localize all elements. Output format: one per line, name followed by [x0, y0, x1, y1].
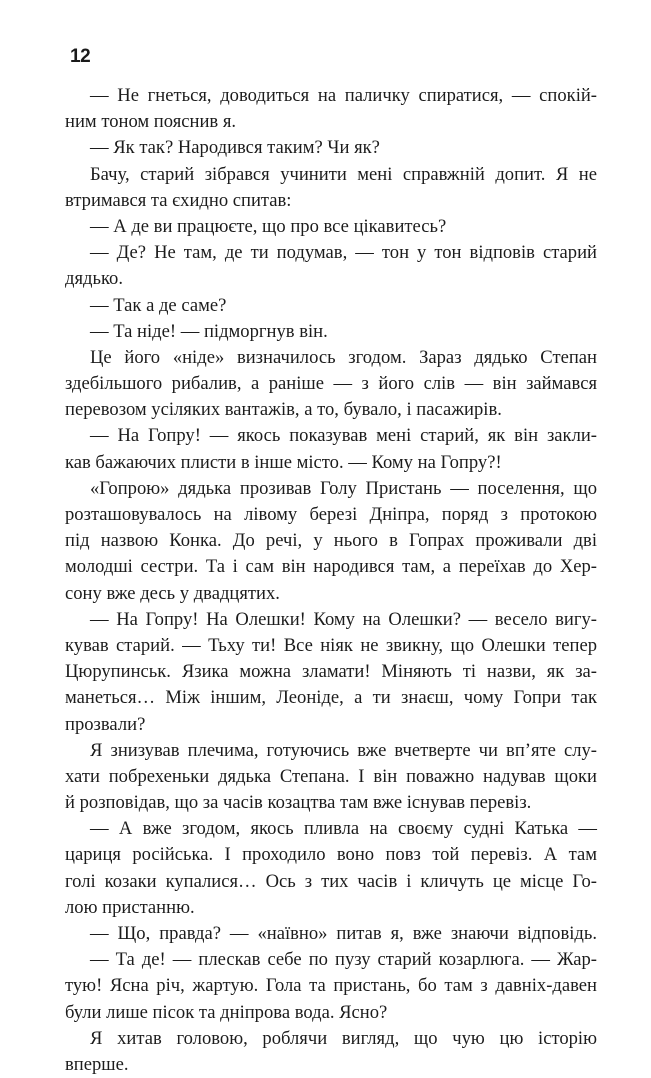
text-line: тую! Ясна річ, жартую. Гола та пристань, бо там з давніх-давен — [65, 975, 597, 997]
text-line: — А де ви працюєте, що про все цікавитесь? — [90, 215, 447, 237]
text-line: лою пристанню. — [65, 896, 195, 918]
page-number: 12 — [70, 46, 91, 67]
text-line: сону вже десь у двадцятих. — [65, 582, 280, 604]
text-line: дядько. — [65, 268, 123, 290]
text-line: Бачу, старий зібрався учинити мені справжній допит. Я не — [90, 163, 597, 185]
text-line: — На Гопру! — якось показував мені старий, як він закли- — [90, 425, 597, 447]
text-line: Я хитав головою, роблячи вигляд, що чую цю історію — [90, 1027, 597, 1049]
text-line: голі козаки купалися… Ось з тих часів і кличуть це місце Го- — [65, 870, 597, 892]
text-line: були лише пісок та дніпрова вода. Ясно? — [65, 1001, 388, 1023]
text-line: й розповідав, що за часів козацтва там вже існував перевіз. — [65, 792, 532, 814]
text-line: вперше. — [65, 1053, 129, 1075]
text-line: — На Гопру! На Олешки! Кому на Олешки? — весело вигу- — [90, 608, 597, 630]
text-line: під назвою Конка. До речі, у нього в Гопрах проживали дві — [65, 530, 597, 552]
text-line: — Та ніде! — підморгнув він. — [90, 320, 328, 342]
text-line: прозвали? — [65, 713, 146, 735]
text-line: манеться… Між іншим, Леоніде, а ти знаєш, чому Гопри так — [65, 687, 597, 709]
text-line: — А вже згодом, якось пливла на своєму судні Катька — — [90, 818, 597, 840]
text-line: — Як так? Народився таким? Чи як? — [90, 137, 380, 159]
text-line: втримався та єхидно спитав: — [65, 189, 292, 211]
text-line: Цюрупинськ. Язика можна зламати! Міняють ті назви, як за- — [65, 661, 597, 683]
text-line: — Та де! — плескав себе по пузу старий козарлюга. — Жар- — [90, 949, 597, 971]
text-line: «Гопрою» дядька прозивав Голу Пристань — поселення, що — [90, 477, 597, 499]
text-line: здебільшого рибалив, а раніше — з його слів — він займався — [65, 373, 597, 395]
text-line: кував старий. — Тьху ти! Все ніяк не звикну, що Олешки тепер — [65, 634, 597, 656]
body-text — [65, 83, 597, 1078]
text-line: цариця російська. І проходило воно повз той перевіз. А там — [65, 844, 597, 866]
text-line: хати побрехеньки дядька Степана. І він поважно надував щоки — [65, 765, 597, 787]
text-line: — Не гнеться, доводиться на паличку спиратися, — спокій- — [90, 85, 597, 106]
text-line: — Де? Не там, де ти подумав, — тон у тон відповів старий — [90, 242, 597, 264]
text-line: молодші сестри. Та і сам він народився там, а переїхав до Хер- — [65, 556, 597, 578]
text-line: кав бажаючих плисти в інше місто. — Кому на Гопру?! — [65, 451, 502, 473]
text-line: розташовувалось на лівому березі Дніпра, поряд з протокою — [65, 504, 597, 525]
text-line: — Що, правда? — «наївно» питав я, вже знаючи відповідь. — [90, 923, 597, 944]
text-line: Я знизував плечима, готуючись вже вчетверте чи вп’яте слу- — [90, 739, 597, 761]
text-line: перевозом усіляких вантажів, а то, бувало, і пасажирів. — [65, 399, 502, 421]
text-line: ним тоном пояснив я. — [65, 111, 237, 133]
text-line: — Так а де саме? — [90, 294, 227, 316]
text-line: Це його «ніде» визначилось згодом. Зараз дядько Степан — [90, 346, 597, 368]
